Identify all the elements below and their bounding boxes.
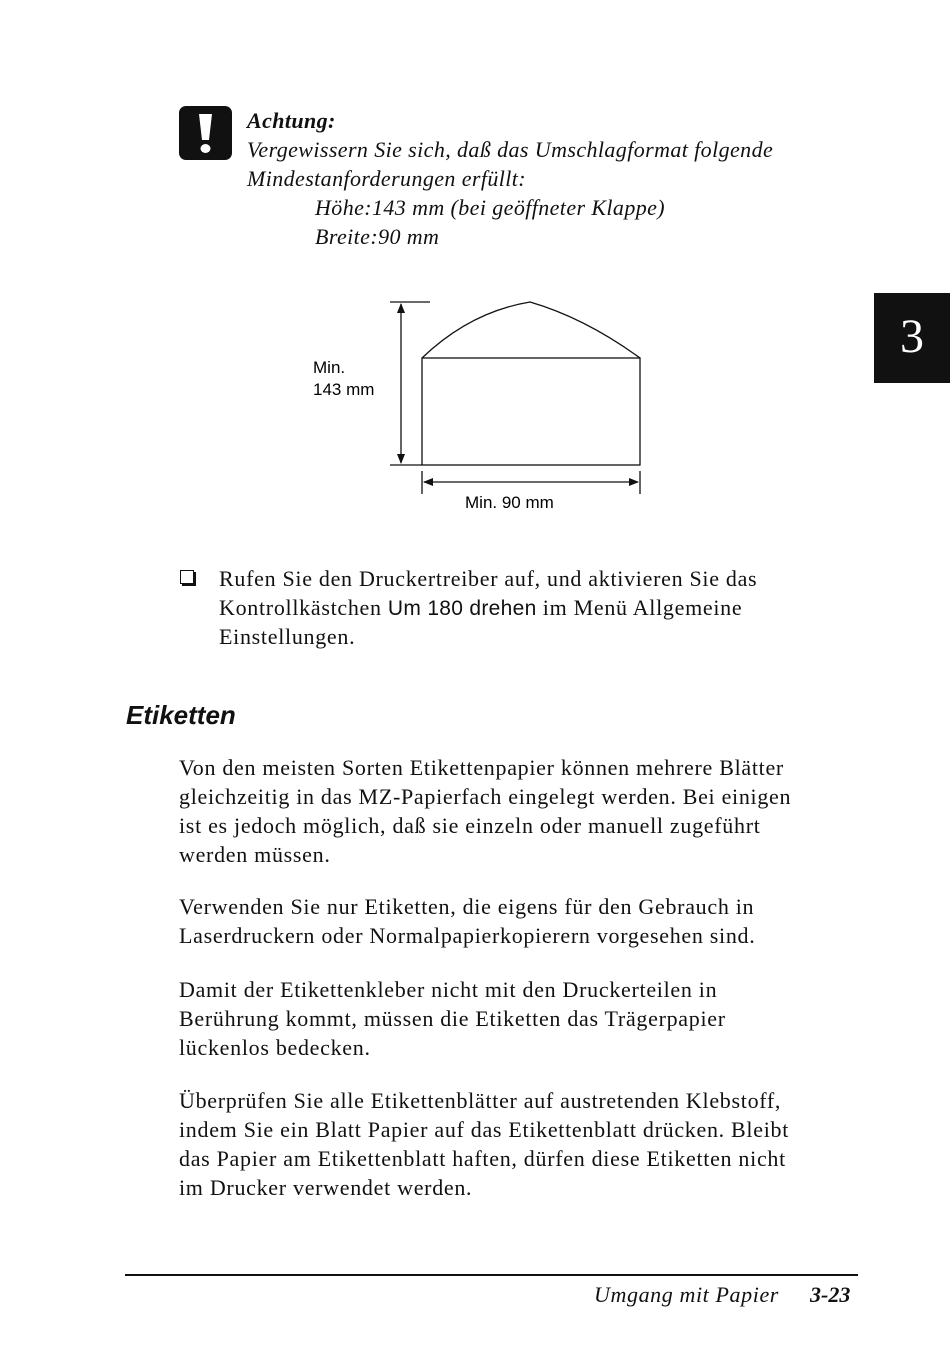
bullet-text: im Menü Allgemeine	[536, 595, 743, 620]
paragraph-line: ist es jedoch möglich, daß sie einzeln oder manuell zugeführt	[179, 813, 761, 838]
caution-height-requirement: Höhe:143 mm (bei geöffneter Klappe)	[315, 195, 666, 220]
paragraph-line: gleichzeitig in das MZ-Papierfach eingelegt werden. Bei einigen	[179, 784, 792, 809]
paragraph-line: Berührung kommt, müssen die Etiketten das Trägerpapier	[179, 1006, 726, 1031]
footer-title: Umgang mit Papier	[594, 1282, 779, 1307]
envelope-diagram	[300, 290, 660, 520]
option-name: Um 180 drehen	[387, 597, 537, 620]
bullet-line	[219, 593, 742, 623]
height-label: 143 mm	[313, 380, 375, 399]
paragraph-line: Verwenden Sie nur Etiketten, die eigens für den Gebrauch in	[179, 894, 755, 919]
paragraph-line: indem Sie ein Blatt Papier auf das Etikettenblatt drücken. Bleibt	[179, 1117, 790, 1142]
bullet-text: Kontrollkästchen	[219, 595, 388, 620]
chapter-tab	[874, 293, 950, 383]
bullet-line: Einstellungen.	[219, 624, 356, 649]
paragraph-line: das Papier am Etikettenblatt haften, dürfen diese Etiketten nicht	[179, 1146, 786, 1171]
paragraph-line: Überprüfen Sie alle Etikettenblätter auf austretenden Klebstoff,	[179, 1088, 782, 1113]
caution-line: Mindestanforderungen erfüllt:	[247, 166, 527, 191]
caution-width-requirement: Breite:90 mm	[315, 224, 440, 249]
section-heading: Etiketten	[126, 700, 236, 730]
chapter-number: 3	[900, 310, 924, 363]
footer-rule	[125, 1274, 858, 1276]
checkbox-bullet-icon	[180, 570, 194, 584]
paragraph-line: Damit der Etikettenkleber nicht mit den Druckerteilen in	[179, 977, 718, 1002]
paragraph-line: Laserdruckern oder Normalpapierkopierern vorgesehen sind.	[179, 923, 756, 948]
height-label: Min.	[313, 358, 346, 377]
paragraph-line: lückenlos bedecken.	[179, 1035, 371, 1060]
envelope-flap	[422, 302, 640, 358]
bullet-line: Rufen Sie den Druckertreiber auf, und aktivieren Sie das	[219, 566, 758, 591]
width-label: Min. 90 mm	[465, 493, 554, 512]
envelope-body	[422, 358, 640, 465]
paragraph-line: werden müssen.	[179, 842, 331, 867]
paragraph-line: im Drucker verwendet werden.	[179, 1175, 473, 1200]
caution-line: Vergewissern Sie sich, daß das Umschlagformat folgende	[247, 137, 774, 162]
caution-title: Achtung:	[247, 108, 336, 133]
page-number: 3-23	[810, 1282, 851, 1307]
paragraph-line: Von den meisten Sorten Etikettenpapier können mehrere Blätter	[179, 755, 784, 780]
exclamation-icon	[179, 106, 232, 160]
